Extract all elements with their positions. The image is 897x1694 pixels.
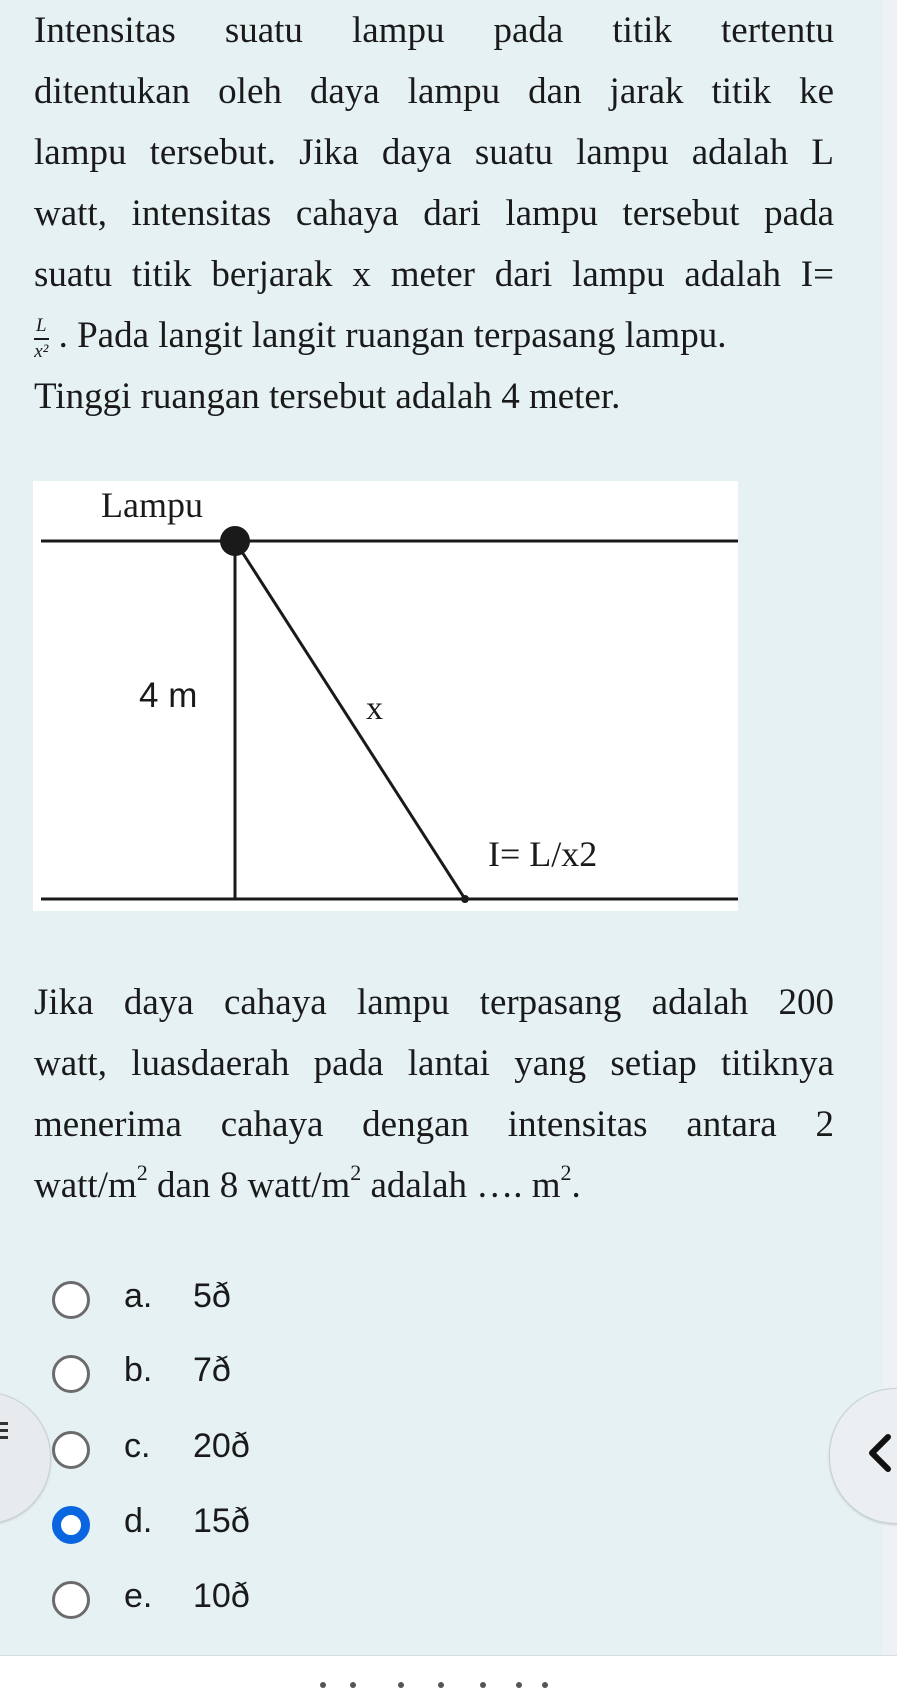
intro-line-7: Tinggi ruangan tersebut adalah 4 meter. [34, 376, 621, 417]
option-b[interactable] [52, 1351, 352, 1399]
formula-denominator: x² [34, 340, 49, 362]
floor-point [461, 895, 469, 903]
sup-2: 2 [350, 1159, 362, 1185]
option-letter: b. [124, 1351, 153, 1389]
option-letter: e. [124, 1577, 153, 1615]
body-line-3: menerima cahaya dengan intensitas antara 2 [34, 1104, 834, 1145]
intro-line-5: suatu titik berjarak x meter dari lampu adalah I= [34, 254, 834, 295]
option-letter: d. [124, 1502, 153, 1540]
body-line-4-period: . [571, 1165, 581, 1206]
option-value: 7ð [193, 1351, 231, 1389]
formula-numerator: L [34, 316, 49, 340]
lamp-icon [220, 526, 250, 556]
lamp-diagram [33, 481, 738, 911]
unit-watt-m: watt/m [34, 1165, 137, 1206]
body-line-2: watt, luasdaerah pada lantai yang setiap titiknya [34, 1043, 834, 1084]
option-value: 5ð [193, 1277, 231, 1315]
option-a[interactable] [52, 1277, 352, 1325]
intro-line-6 [34, 305, 834, 366]
hypotenuse-line [235, 541, 465, 899]
sup-2: 2 [560, 1159, 572, 1185]
question-body [34, 972, 834, 1216]
intro-line-4: watt, intensitas cahaya dari lampu tersebut pada [34, 193, 834, 234]
radio-button[interactable] [52, 1581, 90, 1619]
sup-2: 2 [136, 1159, 148, 1185]
nav-menu-button[interactable] [0, 1392, 51, 1524]
radio-button[interactable] [52, 1281, 90, 1319]
radio-button-selected[interactable] [52, 1506, 90, 1544]
body-line-4-mid: dan 8 watt/m [147, 1165, 351, 1206]
chevron-left-icon[interactable] [866, 1433, 894, 1473]
option-value: 15ð [193, 1502, 250, 1540]
body-line-1: Jika daya cahaya lampu terpasang adalah 200 [34, 982, 834, 1023]
menu-icon[interactable] [0, 1422, 8, 1440]
lamp-label: Lampu [101, 485, 203, 525]
intro-line-6-text: . Pada langit langit ruangan terpasang lampu. [58, 315, 727, 356]
height-label: 4 m [139, 676, 198, 715]
formula-fraction [34, 316, 49, 362]
option-letter: c. [124, 1427, 151, 1465]
intensity-formula-label: I= L/x2 [488, 834, 598, 874]
lamp-diagram-svg [33, 481, 738, 911]
intro-line-1: Intensitas suatu lampu pada titik tertentu [34, 10, 834, 51]
option-value: 20ð [193, 1427, 250, 1465]
intro-line-3: lampu tersebut. Jika daya suatu lampu adalah L [34, 132, 834, 173]
option-letter: a. [124, 1277, 153, 1315]
body-line-4 [34, 1155, 834, 1216]
page-indicator [320, 1682, 580, 1692]
question-intro [34, 0, 834, 427]
option-c[interactable] [52, 1427, 352, 1475]
hypotenuse-label: x [366, 690, 383, 727]
option-value: 10ð [193, 1577, 250, 1615]
body-line-4-end: adalah …. m [361, 1165, 561, 1206]
radio-button[interactable] [52, 1355, 90, 1393]
option-d[interactable] [52, 1502, 352, 1550]
radio-button[interactable] [52, 1431, 90, 1469]
option-e[interactable] [52, 1577, 352, 1625]
intro-line-2: ditentukan oleh daya lampu dan jarak titik ke [34, 71, 834, 112]
